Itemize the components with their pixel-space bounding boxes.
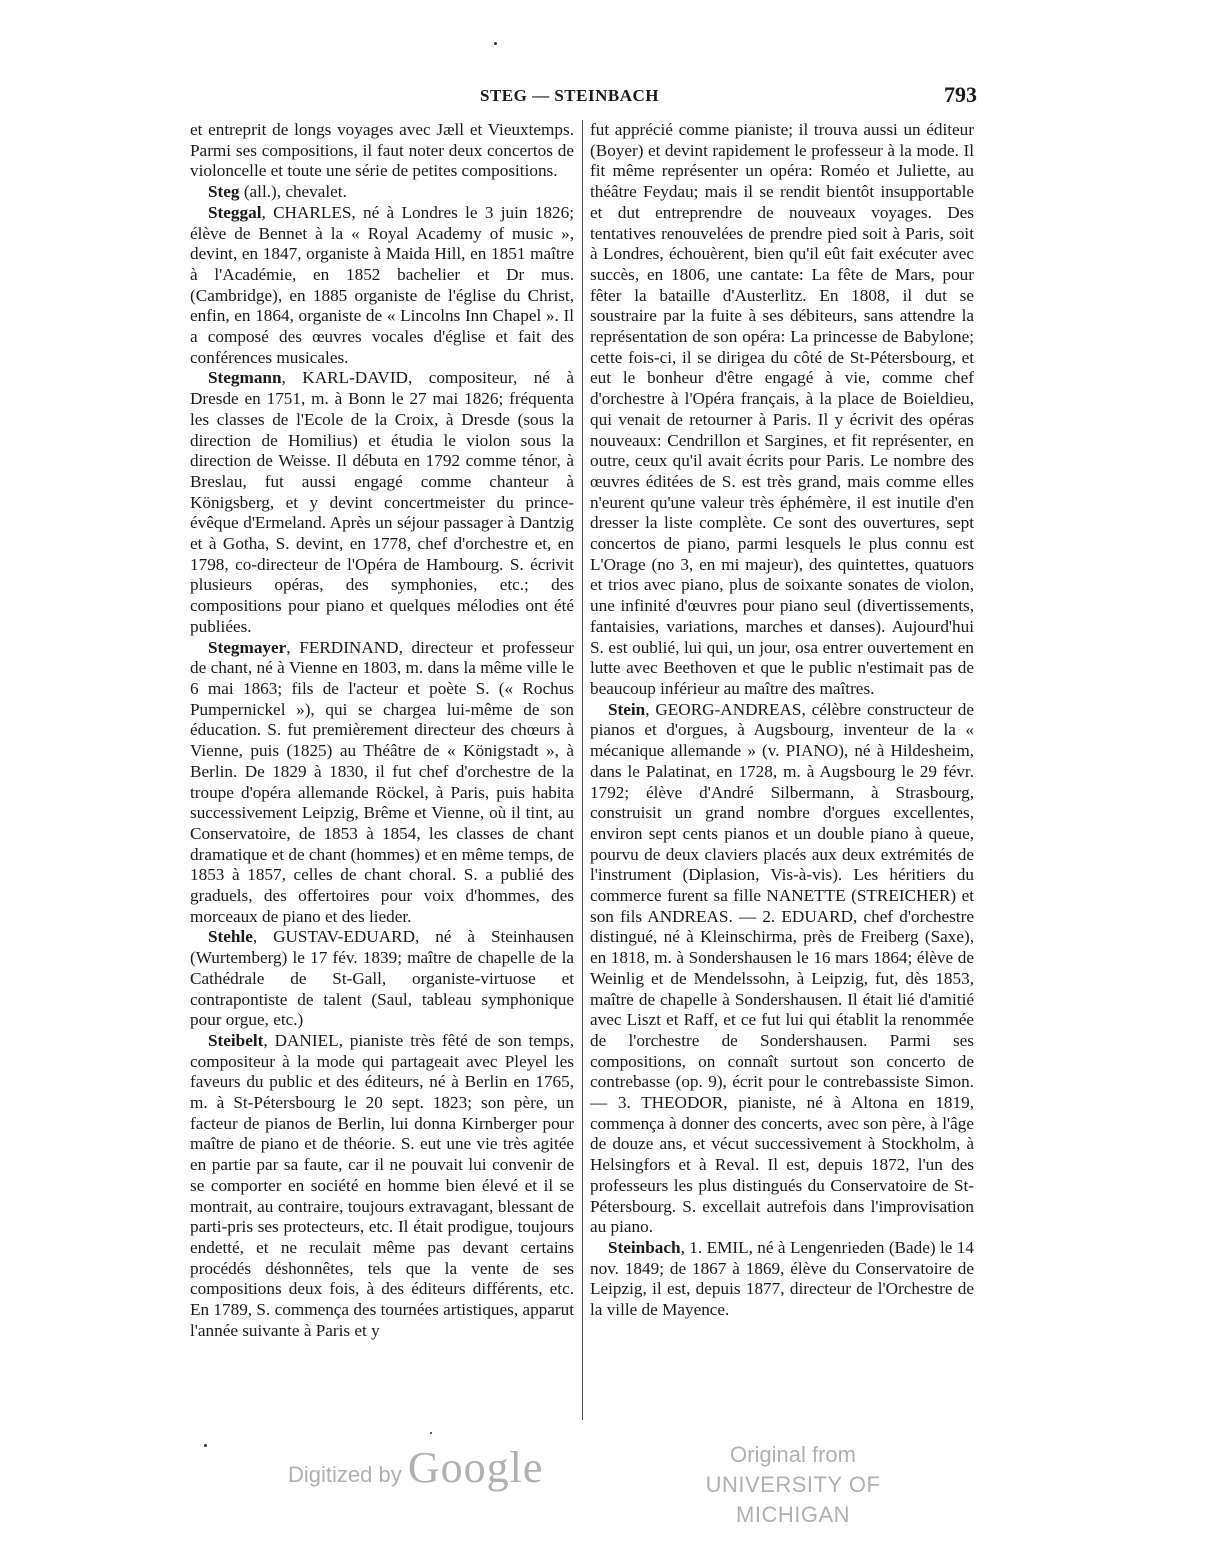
headword: Stegmayer — [208, 637, 287, 657]
paragraph: fut apprécié comme pianiste; il trouva aussi un éditeur (Boyer) et devint rapidement le professeur à la mode. Il fit même représenter un opéra: Roméo et Juliette, au théâtre Feydau; mais il se rendit bientôt insupportable et dut entreprendre de nouveaux voyages. Des tentatives renouvelées de prendre pied soit à Paris, soit à Londres, échouèrent, bien qu'il eût fait exécuter avec succès, en 1806, une cantate: La fête de Mars, pour fêter la bataille d'Austerlitz. En 1808, il dut se soustraire par la fuite à ses débiteurs, sans attendre la représentation de son opéra: La princesse de Babylone; cette fois-ci, il se dirigea du côté de St-Pétersbourg, et eut le bonheur d'être engagé à vie, comme chef d'orchestre à l'Opéra français, à la place de Boieldieu, qui venait de retourner à Paris. Il y écrivit des opéras nouveaux: Cendrillon et Sargines, et fit représenter, en outre, ceux qu'il avait écrits pour Paris. Le nombre des œuvres éditées de S. est très grand, mais comme elles n'eurent qu'une valeur très éphémère, il est inutile d'en dresser la liste complète. Ce sont des ouvertures, sept concertos de piano, parmi lesquels le plus connu est L'Orage (no 3, en mi majeur), des quintettes, quatuors et trios avec piano, plus de soixante sonates de violon, une infinité d'œuvres pour piano seul (divertissements, fantaisies, variations, marches et danses). Aujourd'hui S. est oublié, lui qui, un jour, osa entrer ouvertement en lutte avec Beethoven et que le public n'estimait pas de beaucoup inférieur au maître des maîtres. — [590, 120, 974, 698]
ink-speck — [204, 1444, 207, 1447]
ink-speck — [430, 1432, 432, 1434]
google-logo: Google — [407, 1443, 544, 1492]
left-column — [190, 120, 574, 1341]
page-number: 793 — [944, 82, 977, 107]
right-column — [590, 120, 974, 1321]
digitized-prefix: Digitized by — [288, 1462, 402, 1487]
university-label: UNIVERSITY OF MICHIGAN — [705, 1472, 881, 1527]
headword: Steinbach — [608, 1237, 681, 1257]
headword: Stein — [608, 699, 646, 719]
headword: Steggal — [208, 202, 262, 222]
entry-stegmann: Stegmann, KARL-DAVID, compositeur, né à Dresde en 1751, m. à Bonn le 27 mai 1826; fréquenta les classes de l'Ecole de la Croix, à Dresde (sous la direction de Homilius) et étudia le violon sous la direction de Weisse. Il débuta en 1792 comme ténor, à Breslau, fut aussi engagé comme chanteur à Königsberg, et y devint concertmeister du prince-évêque d'Ermeland. Après un séjour passager à Dantzig et à Gotha, S. devint, en 1778, chef d'orchestre et, en 1798, co-directeur de l'Opéra de Hambourg. S. écrivit plusieurs opéras, des symphonies, etc.; des compositions pour piano et quelques mélodies ont été publiées. — [190, 368, 574, 636]
entry-steinbach: Steinbach, 1. EMIL, né à Lengenrieden (Bade) le 14 nov. 1849; de 1867 à 1869, élève du Conservatoire de Leipzig, il est, depuis 1877, directeur de l'Orchestre de la ville de Mayence. — [590, 1237, 974, 1320]
headword: Steg — [208, 182, 240, 202]
paragraph: et entreprit de longs voyages avec Jæll et Vieuxtemps. Parmi ses compositions, il faut noter deux concertos de violoncelle et toute une série de petites compositions. — [190, 120, 574, 181]
ink-speck — [494, 42, 497, 45]
entry-steg: Steg (all.), chevalet. — [208, 182, 347, 202]
original-from-label: Original from — [730, 1442, 856, 1467]
entry-stehle: Stehle, GUSTAV-EDUARD, né à Steinhausen (Wurtemberg) le 17 fév. 1839; maître de chapelle de la Cathédrale de St-Gall, organiste-virtuose et contrapontiste de talent (Saul, tableau symphonique pour orgue, etc.) — [190, 927, 574, 1030]
headword: Stehle — [208, 927, 253, 947]
entry-steggal: Steggal, CHARLES, né à Londres le 3 juin 1826; élève de Bennet à la « Royal Academy of music », devint, en 1847, organiste à Maida Hill, en 1851 maître à l'Académie, en 1852 bachelier et Dr mus. (Cambridge), en 1885 organiste de l'église du Christ, enfin, en 1864, organiste de « Lincolns Inn Chapel ». Il a composé des œuvres vocales d'église et fait des conférences musicales. — [190, 202, 574, 367]
headword: Steibelt — [208, 1030, 264, 1050]
entry-stegmayer: Stegmayer, FERDINAND, directeur et professeur de chant, né à Vienne en 1803, m. dans la même ville le 6 mai 1863; fils de l'acteur et poète S. (« Rochus Pumpernickel »), qui se chargea lui-même de son éducation. S. fut premièrement directeur des chœurs à Vienne, puis (1825) au Théâtre de « Königstadt », à Berlin. De 1829 à 1830, il fut chef d'orchestre de la troupe d'opéra allemande Röckel, à Paris, puis habita successivement Leipzig, Brême et Vienne, où il tint, au Conservatoire, de 1853 à 1854, les classes de chant dramatique et de chant (hommes) et en même temps, de 1853 à 1857, celles de chant choral. S. a publié des graduels, des offertoires pour voix d'hommes, des morceaux de piano et des lieder. — [190, 637, 574, 926]
original-from-watermark — [668, 1440, 918, 1530]
entry-steibelt: Steibelt, DANIEL, pianiste très fêté de son temps, compositeur à la mode qui partageait avec Pleyel les faveurs du public et des éditeurs, né à Berlin en 1765, m. à St-Pétersbourg le 20 sept. 1823; son père, un facteur de pianos de Berlin, lui donna Kirnberger pour maître de piano et de théorie. S. eut une vie très agitée en partie par sa faute, car il ne pouvait lui convenir de se comporter en société en homme bien élevé et il se montrait, au contraire, toujours extravagant, blessant de parti-pris ses protecteurs, etc. Il était prodigue, toujours endetté, et ne reculait même pas devant certains procédés déshonnêtes, tels que la vente de ses compositions deux fois, à des éditeurs différents, etc. En 1789, S. commença des tournées artistiques, apparut l'année suivante à Paris et y — [190, 1030, 574, 1340]
entry-stein: Stein, GEORG-ANDREAS, célèbre constructeur de pianos et d'orgues, à Augsbourg, inventeur de la « mécanique allemande » (v. PIANO), né à Hildesheim, dans le Palatinat, en 1728, m. à Augsbourg le 29 févr. 1792; élève d'André Silbermann, à Strasbourg, construisit un grand nombre d'orgues excellentes, environ sept cents pianos et un double piano à queue, pourvu de deux claviers placés aux deux extrémités de l'instrument (Diplasion, Vis-à-vis). Les héritiers du commerce furent sa fille NANETTE (STREICHER) et son fils ANDREAS. — 2. EDUARD, chef d'orchestre distingué, né à Kleinschirma, près de Freiberg (Saxe), en 1818, m. à Sondershausen le 16 mars 1864; élève de Weinlig et de Mendelssohn, à Leipzig, fut, dès 1853, maître de chapelle à Sondershausen. Il était lié d'amitié avec Liszt et Raff, et ce fut lui qui établit la renommée de l'orchestre de Sondershausen. Parmi ses compositions, on connaît surtout son concerto de contrebasse (op. 9), écrit pour le contrebassiste Simon. — 3. THEODOR, pianiste, né à Altona en 1819, commença à donner des concerts, avec son père, à l'âge de douze ans, et vécut successivement à Stockholm, à Helsingfors et à Reval. Il est, depuis 1872, l'un des professeurs les plus distingués du Conservatoire de St-Pétersbourg. S. excellait autrefois dans l'improvisation au piano. — [590, 699, 974, 1237]
headword: Stegmann — [208, 368, 282, 388]
column-rule — [582, 120, 583, 1420]
digitized-by-watermark — [288, 1442, 543, 1493]
running-head: STEG — STEINBACH — [480, 86, 659, 105]
